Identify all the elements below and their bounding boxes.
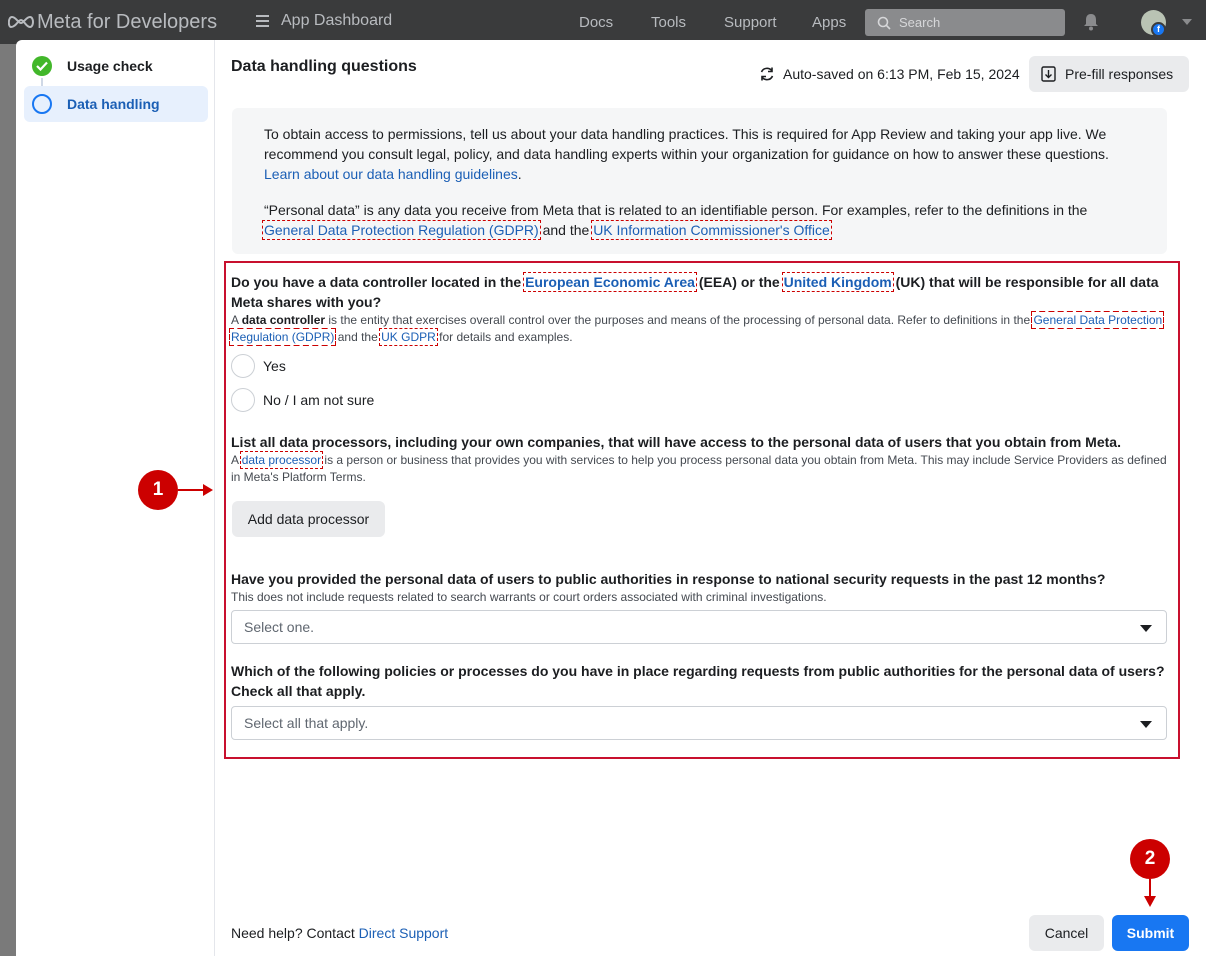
meta-logo[interactable] [8, 10, 217, 34]
q-text: (EEA) or the [698, 274, 780, 290]
question-description: This does not include requests related to search warrants or court orders associated with criminal investigations. [231, 590, 827, 604]
step-label: Usage check [67, 58, 153, 74]
desc-text: is the entity that exercises overall control over the purposes and means of the processing of personal data. Refer to definitions in the [328, 313, 1031, 327]
info-text: “Personal data” is any data you receive from Meta that is related to an identifiable person. For examples, refer to the definitions in the [264, 202, 1088, 218]
info-box [232, 108, 1167, 254]
check-circle-icon [32, 56, 52, 76]
cancel-button[interactable]: Cancel [1029, 915, 1104, 951]
direct-support-link[interactable]: Direct Support [358, 925, 449, 941]
question-policies: Which of the following policies or processes do you have in place regarding requests from public authorities for the personal data of users? Check all that apply. [231, 663, 1165, 699]
select-placeholder: Select one. [244, 619, 315, 635]
steps-sidebar [16, 40, 215, 956]
q-text: (UK) that will be responsible for all data Meta shares with you? [231, 274, 1159, 310]
uk-ico-link[interactable]: UK Information Commissioner's Office [593, 222, 830, 238]
help-label: Need help? Contact [231, 925, 355, 941]
annotation-badge-2: 2 [1130, 839, 1170, 879]
nav-apps[interactable]: Apps [812, 14, 847, 31]
meta-infinity-icon [8, 15, 34, 29]
desc-text: for details and examples. [439, 330, 573, 344]
menu-icon[interactable] [256, 15, 269, 27]
highlight-box [224, 261, 1180, 759]
step-label: Data handling [67, 96, 160, 112]
search-input[interactable] [865, 9, 1065, 36]
step-data-handling[interactable] [24, 86, 208, 122]
nav-tools[interactable]: Tools [651, 14, 687, 31]
info-paragraph-1: To obtain access to permissions, tell us about your data handling practices. This is required for App Review and taking your app live. We recommend you consult legal, policy, and data handling experts within your organization for guidance on how to answer these questions. Learn about our data handling guidelines. [264, 126, 1109, 182]
step-usage-check[interactable] [24, 48, 208, 84]
circle-icon [32, 94, 52, 114]
prefill-label: Pre-fill responses [1065, 66, 1174, 82]
download-doc-icon [1041, 66, 1056, 82]
search-icon [877, 16, 891, 30]
nav-support[interactable]: Support [724, 14, 777, 31]
q-text: Do you have a data controller located in the [231, 274, 522, 290]
desc-text: A [231, 313, 239, 327]
info-text: and the [542, 222, 590, 238]
annotation-badge-1: 1 [138, 470, 178, 510]
desc-text: A [231, 453, 239, 467]
info-paragraph-2 [264, 200, 1135, 240]
uk-gdpr-link[interactable]: UK GDPR [381, 330, 436, 344]
uk-link[interactable]: United Kingdom [783, 274, 892, 290]
gdpr-link[interactable]: General Data Protection Regulation (GDPR) [264, 222, 539, 238]
top-navbar [0, 0, 1206, 44]
gdpr-link[interactable]: General Data Protection Regulation (GDPR) [231, 313, 1163, 344]
question-data-processors: List all data processors, including your own companies, that will have access to the personal data of users that you obtain from Meta. [231, 434, 1121, 450]
page-title: Data handling questions [231, 58, 417, 75]
desc-bold: data controller [241, 313, 326, 327]
logo-text: Meta for Developers [37, 10, 218, 33]
prefill-responses-button[interactable] [1029, 56, 1189, 92]
guidelines-link[interactable]: Learn about our data handling guidelines [264, 166, 518, 182]
annotation-arrow-head [1144, 896, 1156, 907]
eea-link[interactable]: European Economic Area [525, 274, 695, 290]
search-placeholder: Search [899, 15, 941, 30]
select-placeholder: Select all that apply. [244, 715, 369, 731]
nav-docs[interactable]: Docs [579, 14, 614, 31]
facebook-badge-icon: f [1151, 22, 1166, 37]
autosave-text: Auto-saved on 6:13 PM, Feb 15, 2024 [783, 66, 1020, 82]
submit-button[interactable]: Submit [1112, 915, 1189, 951]
question-national-security: Have you provided the personal data of users to public authorities in response to national security requests in the past 12 months? [231, 571, 1106, 587]
radio-label: No / I am not sure [263, 392, 375, 408]
add-data-processor-button[interactable]: Add data processor [232, 501, 385, 537]
chevron-down-icon[interactable] [1182, 19, 1192, 25]
data-processor-link[interactable]: data processor [241, 453, 322, 467]
autosave-status [759, 66, 1020, 82]
sync-icon [759, 66, 775, 82]
annotation-arrow-head [203, 484, 213, 496]
radio-label: Yes [263, 358, 286, 374]
bell-icon[interactable] [1082, 13, 1100, 31]
desc-text: is a person or business that provides you with services to help you process personal data you obtain from Meta. This may include Service Providers as defined in Meta's Platform Terms. [231, 453, 1167, 484]
desc-text: and the [337, 330, 378, 344]
help-text [231, 925, 448, 941]
annotation-arrow [178, 489, 206, 491]
info-text: To obtain access to permissions, tell us about your data handling practices. This is required for App Review and taking your app live. We recommend you consult legal, policy, and data handling experts within your organization for guidance on how to answer these questions. [264, 126, 1109, 162]
app-dashboard-link[interactable]: App Dashboard [281, 12, 393, 29]
